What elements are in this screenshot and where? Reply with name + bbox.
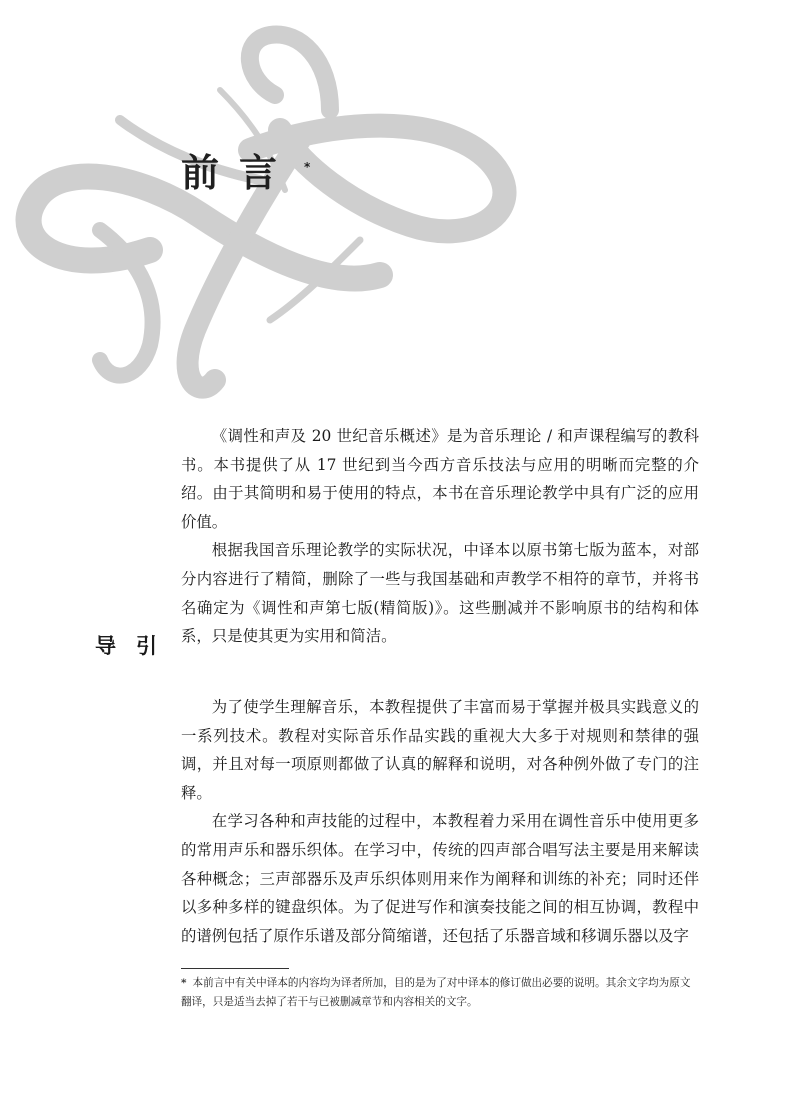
footnote-mark: * [181, 977, 187, 989]
introduction-heading: 导引 [95, 634, 177, 658]
decorative-flourish-ornament [0, 0, 560, 420]
title-footnote-mark: * [304, 160, 311, 174]
introduction-body [181, 693, 699, 950]
introduction-paragraph: 在学习各种和声技能的过程中，本教程着力采用在调性音乐中使用更多的常用声乐和器乐织体。在学习中，传统的四声部合唱写法主要是用来解读各种概念；三声部器乐及声乐织体则用来作为阐释和训练的补充；同时还伴以多种多样的键盘织体。为了促进写作和演奏技能之间的相互协调，教程中的谱例包括了原作乐谱及部分简缩谱，还包括了乐器音域和移调乐器以及字 [181, 812, 699, 945]
footnote-text: 本前言中有关中译本的内容均为译者所加，目的是为了对中译本的修订做出必要的说明。其余文字均为原文翻译，只是适当去掉了若干与已被删减章节和内容相关的文字。 [181, 977, 691, 1008]
preface-title: 前言 [181, 150, 298, 195]
introduction-paragraph: 为了使学生理解音乐，本教程提供了丰富而易于掌握并极具实践意义的一系列技术。教程对实际音乐作品实践的重视大大多于对规则和禁律的强调，并且对每一项原则都做了认真的解释和说明，对各种例外做了专门的注释。 [181, 698, 699, 802]
footnote [181, 974, 699, 1012]
preface-paragraph: 《调性和声及 20 世纪音乐概述》是为音乐理论 / 和声课程编写的教科书。本书提供了从 17 世纪到当今西方音乐技法与应用的明晰而完整的介绍。由于其简明和易于使用的特点，本书在音乐理论教学中具有广泛的应用价值。 [181, 427, 699, 531]
preface-paragraph: 根据我国音乐理论教学的实际状况，中译本以原书第七版为蓝本，对部分内容进行了精简，删除了一些与我国基础和声教学不相符的章节，并将书名确定为《调性和声第七版(精简版)》。这些删减并不影响原书的结构和体系，只是使其更为实用和简洁。 [181, 541, 699, 646]
footnote-divider [181, 968, 289, 969]
preface-body [181, 422, 699, 651]
